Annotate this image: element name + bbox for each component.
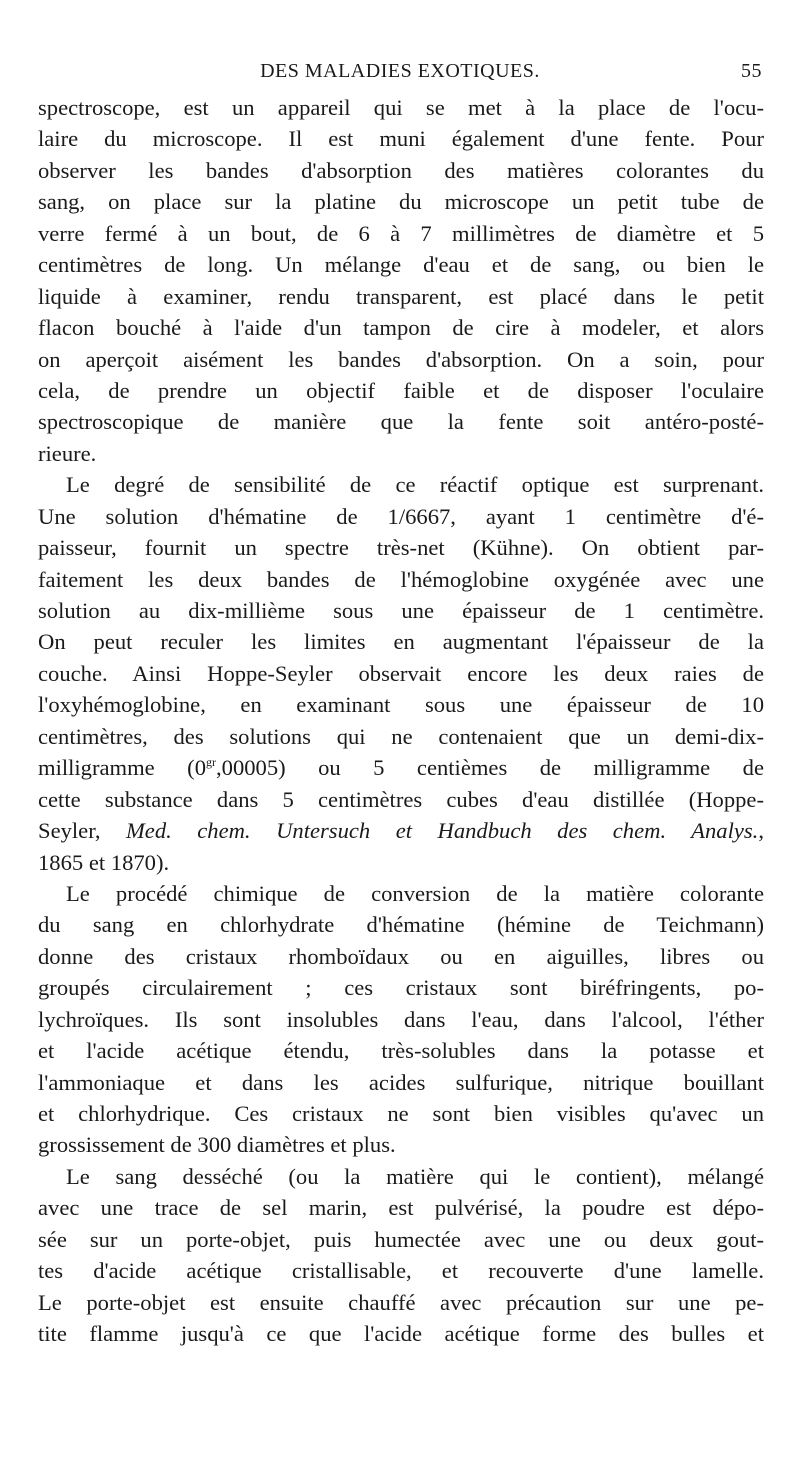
body-text: [38, 92, 764, 1350]
gram-superscript: gr: [206, 755, 216, 770]
text-line: tes d'acide acétique cristallisable, et recouverte d'une lamelle.: [38, 1258, 764, 1284]
text-line: rieure.: [38, 440, 97, 466]
page-header: [38, 56, 762, 90]
paragraph-start-line: Le sang desséché (ou la matière qui le contient), mélangé: [66, 1163, 764, 1189]
text-line: avec une trace de sel marin, est pulvérisé, la poudre est dépo-: [38, 1195, 764, 1221]
text-line: cette substance dans 5 centimètres cubes d'eau distillée (Hoppe-: [38, 786, 764, 812]
running-title: DES MALADIES EXOTIQUES.: [260, 60, 540, 82]
text-line: spectroscopique de manière que la fente soit antéro-posté-: [38, 409, 764, 435]
text-line: flacon bouché à l'aide d'un tampon de cire à modeler, et alors: [38, 315, 764, 341]
text-line: on aperçoit aisément les bandes d'absorption. On a soin, pour: [38, 346, 764, 372]
text-line: et l'acide acétique étendu, très-solubles dans la potasse et: [38, 1038, 764, 1064]
text-line: donne des cristaux rhomboïdaux ou en aiguilles, libres ou: [38, 943, 764, 969]
text-line: sée sur un porte-objet, puis humectée avec une ou deux gout-: [38, 1226, 764, 1252]
text-line: liquide à examiner, rendu transparent, est placé dans le petit: [38, 283, 764, 309]
text-line: centimètres, des solutions qui ne contenaient que un demi-dix-: [38, 723, 764, 749]
text-line: verre fermé à un bout, de 6 à 7 millimètres de diamètre et 5: [38, 220, 764, 246]
page-number: 55: [741, 60, 762, 82]
text-line: lychroïques. Ils sont insolubles dans l'eau, dans l'alcool, l'éther: [38, 1006, 764, 1032]
text-line: observer les bandes d'absorption des matières colorantes du: [38, 157, 764, 183]
text-fragment: ,00005) ou 5 centièmes de milligramme de: [216, 755, 764, 781]
text-line: tite flamme jusqu'à ce que l'acide acétique forme des bulles et: [38, 1321, 764, 1347]
text-line: l'oxyhémoglobine, en examinant sous une épaisseur de 10: [38, 692, 764, 718]
text-line: cela, de prendre un objectif faible et de disposer l'oculaire: [38, 377, 764, 403]
text-line: Le porte-objet est ensuite chauffé avec précaution sur une pe-: [38, 1289, 764, 1315]
text-line: sang, on place sur la platine du microscope un petit tube de: [38, 189, 764, 215]
text-line: spectroscope, est un appareil qui se met à la place de l'ocu-: [38, 95, 764, 120]
text-fragment: milligramme (0: [38, 755, 206, 781]
text-line: couche. Ainsi Hoppe-Seyler observait encore les deux raies de: [38, 660, 764, 686]
paragraph-start-line: Le degré de sensibilité de ce réactif optique est surprenant.: [66, 472, 764, 498]
paragraph-start-line: Le procédé chimique de conversion de la matière colorante: [66, 880, 764, 906]
text-line-with-superscript: [38, 752, 764, 783]
text-line: l'ammoniaque et dans les acides sulfurique, nitrique bouillant: [38, 1069, 764, 1095]
text-line: groupés circulairement ; ces cristaux sont biréfringents, po-: [38, 975, 764, 1001]
text-line: paisseur, fournit un spectre très-net (Kühne). On obtient par-: [38, 535, 764, 561]
text-line: laire du microscope. Il est muni également d'une fente. Pour: [38, 126, 764, 152]
text-line: solution au dix-millième sous une épaisseur de 1 centimètre.: [38, 598, 764, 623]
text-line: centimètres de long. Un mélange d'eau et de sang, ou bien le: [38, 252, 764, 278]
text-fragment: Seyler,: [38, 818, 126, 844]
citation-line: [38, 815, 764, 846]
text-line: du sang en chlorhydrate d'hématine (hémine de Teichmann): [38, 912, 764, 938]
italic-citation: Med. chem. Untersuch et Handbuch des chem. Analys.: [125, 818, 759, 844]
text-line: 1865 et 1870).: [38, 849, 170, 875]
text-line: grossissement de 300 diamètres et plus.: [38, 1132, 396, 1158]
text-line: Une solution d'hématine de 1/6667, ayant 1 centimètre d'é-: [38, 503, 764, 529]
text-fragment: ,: [758, 818, 764, 844]
text-line: et chlorhydrique. Ces cristaux ne sont bien visibles qu'avec un: [38, 1101, 764, 1126]
text-line: faitement les deux bandes de l'hémoglobine oxygénée avec une: [38, 566, 764, 592]
text-line: On peut reculer les limites en augmentant l'épaisseur de la: [38, 629, 764, 655]
